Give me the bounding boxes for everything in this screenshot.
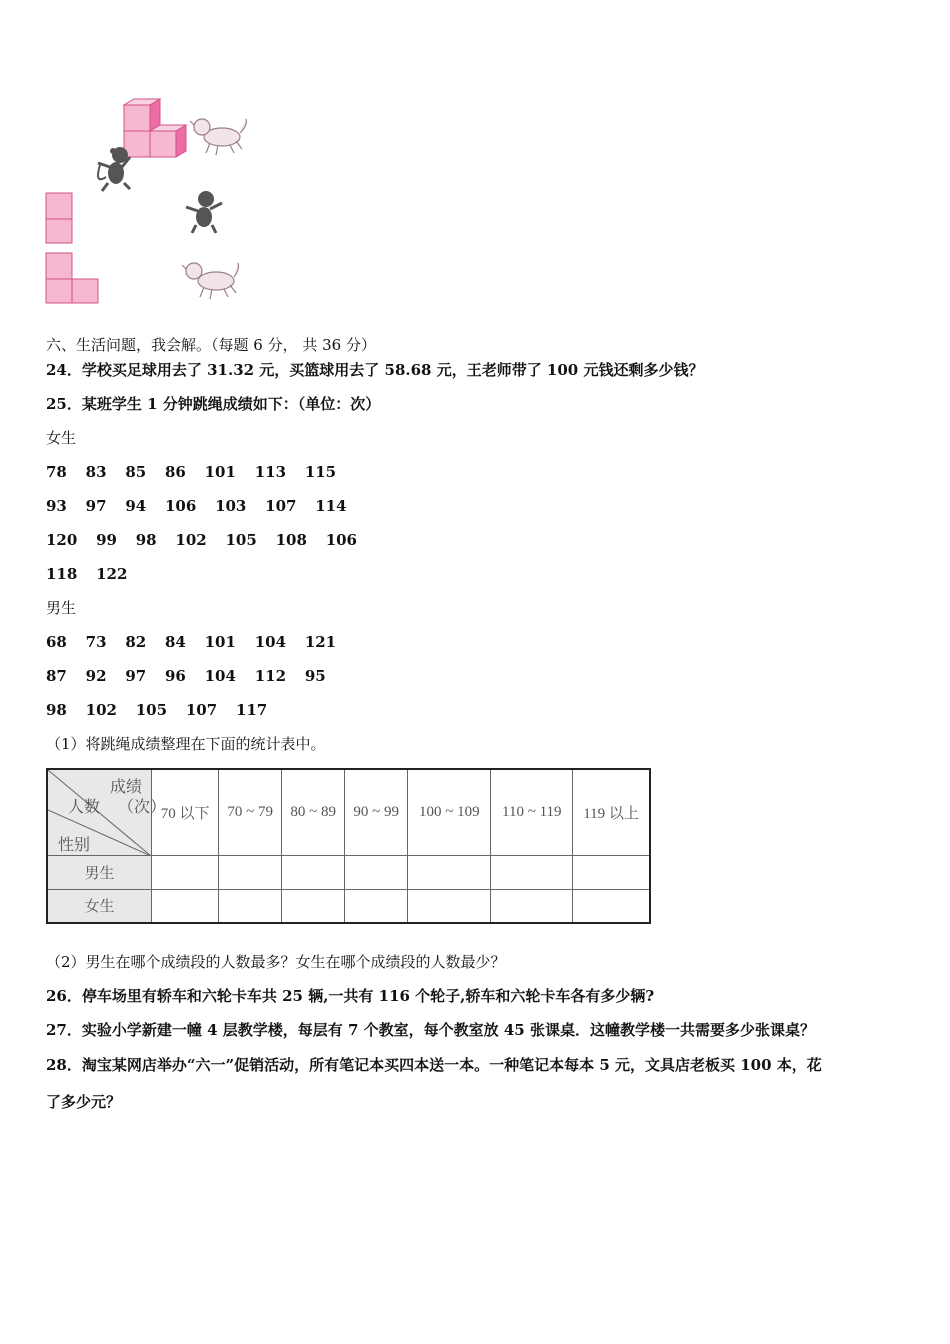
corner-people-label: 人数 <box>68 799 101 816</box>
question-25-part-1: （1）将跳绳成绩整理在下面的统计表中。 <box>46 735 326 753</box>
answer-cell[interactable] <box>219 855 282 889</box>
column-header: 119 以上 <box>573 769 650 855</box>
question-26: 26．停车场里有轿车和六轮卡车共 25 辆,一共有 116 个轮子,轿车和六轮卡车各有多少辆? <box>46 987 655 1005</box>
score: 105 <box>135 701 168 719</box>
corner-gender-label: 性别 <box>58 837 91 854</box>
table-row-boys <box>47 855 650 889</box>
girls-label: 女生 <box>46 429 77 447</box>
answer-cell[interactable] <box>491 889 573 923</box>
score: 82 <box>125 633 147 651</box>
answer-cell[interactable] <box>408 855 491 889</box>
score: 78 <box>46 463 67 481</box>
score: 99 <box>96 531 117 549</box>
score: 118 <box>46 565 78 583</box>
answer-cell[interactable] <box>491 855 573 889</box>
corner-unit-label: （次） <box>118 799 167 816</box>
answer-cell[interactable] <box>152 855 219 889</box>
score: 120 <box>46 531 78 549</box>
answer-cell[interactable] <box>408 889 491 923</box>
score: 83 <box>85 463 107 481</box>
column-header: 70 ~ 79 <box>219 769 282 855</box>
question-24: 24．学校买足球用去了 31.32 元，买篮球用去了 58.68 元，王老师带了 100 元钱还剩多少钱？ <box>46 361 704 379</box>
row-header: 女生 <box>47 889 152 923</box>
front-view-squares <box>46 193 72 243</box>
answer-cell[interactable] <box>345 889 408 923</box>
side-view-squares <box>46 253 98 303</box>
question-28-line-2: 了多少元？ <box>46 1093 122 1111</box>
score: 94 <box>125 497 147 515</box>
score: 104 <box>254 633 287 651</box>
score: 114 <box>315 497 347 515</box>
score: 98 <box>135 531 157 549</box>
row-header: 男生 <box>47 855 152 889</box>
score: 84 <box>164 633 186 651</box>
answer-cell[interactable] <box>573 855 650 889</box>
table-row-girls <box>47 889 650 923</box>
score: 101 <box>204 633 236 651</box>
score: 85 <box>125 463 147 481</box>
boys-label: 男生 <box>46 599 77 617</box>
question-25: 25．某班学生 1 分钟跳绳成绩如下：（单位：次） <box>46 395 381 413</box>
dog-icon-2 <box>182 263 239 299</box>
table-corner-cell <box>47 769 167 855</box>
score: 96 <box>164 667 186 685</box>
score: 95 <box>304 667 326 685</box>
monkey-icon-2 <box>186 191 222 233</box>
answer-cell[interactable] <box>345 855 408 889</box>
score: 105 <box>225 531 257 549</box>
girls-row-4 <box>46 564 141 584</box>
score: 106 <box>325 531 357 549</box>
answer-cell[interactable] <box>573 889 650 923</box>
score: 92 <box>85 667 107 685</box>
score: 87 <box>46 667 67 685</box>
cube-views-illustration <box>40 95 270 310</box>
question-27: 27．实验小学新建一幢 4 层教学楼，每层有 7 个教室，每个教室放 45 张课桌．这幢教学楼一共需要多少张课桌？ <box>46 1021 815 1039</box>
cube-stack-3d <box>124 99 186 157</box>
score: 102 <box>175 531 207 549</box>
score: 112 <box>254 667 287 685</box>
column-header: 70 以下 <box>152 769 219 855</box>
score: 113 <box>254 463 287 481</box>
score: 106 <box>164 497 197 515</box>
score: 107 <box>185 701 218 719</box>
score: 93 <box>46 497 67 515</box>
boys-row-2 <box>46 666 340 686</box>
girls-row-1 <box>46 462 350 482</box>
question-28-line-1: 28．淘宝某网店举办“六一”促销活动，所有笔记本买四本送一本。一种笔记本每本 5 元，文具店老板买 100 本，花 <box>46 1056 822 1074</box>
boys-row-3 <box>46 700 281 720</box>
monkey-icon <box>98 147 130 191</box>
score: 103 <box>215 497 247 515</box>
score: 97 <box>125 667 147 685</box>
score: 104 <box>204 667 236 685</box>
score: 107 <box>265 497 297 515</box>
girls-row-2 <box>46 496 361 516</box>
statistics-table <box>46 768 651 924</box>
answer-cell[interactable] <box>219 889 282 923</box>
column-header: 80 ~ 89 <box>282 769 345 855</box>
girls-row-3 <box>46 530 371 550</box>
score: 102 <box>85 701 117 719</box>
score: 86 <box>164 463 186 481</box>
column-header: 90 ~ 99 <box>345 769 408 855</box>
score: 73 <box>85 633 107 651</box>
score: 68 <box>46 633 67 651</box>
column-header: 100 ~ 109 <box>408 769 491 855</box>
answer-cell[interactable] <box>282 889 345 923</box>
score: 117 <box>235 701 268 719</box>
section-title: 六、生活问题，我会解。（每题 6 分， 共 36 分） <box>46 336 376 354</box>
dog-icon <box>190 119 246 155</box>
score: 115 <box>304 463 337 481</box>
column-header: 110 ~ 119 <box>491 769 573 855</box>
boys-row-1 <box>46 632 350 652</box>
table-header-row <box>47 769 650 855</box>
score: 97 <box>85 497 107 515</box>
score: 108 <box>275 531 307 549</box>
score: 121 <box>304 633 337 651</box>
score: 101 <box>204 463 236 481</box>
score: 98 <box>46 701 67 719</box>
answer-cell[interactable] <box>152 889 219 923</box>
answer-cell[interactable] <box>282 855 345 889</box>
corner-score-label: 成绩 <box>110 779 143 796</box>
question-25-part-2: （2）男生在哪个成绩段的人数最多？女生在哪个成绩段的人数最少？ <box>46 953 506 971</box>
score: 122 <box>96 565 128 583</box>
